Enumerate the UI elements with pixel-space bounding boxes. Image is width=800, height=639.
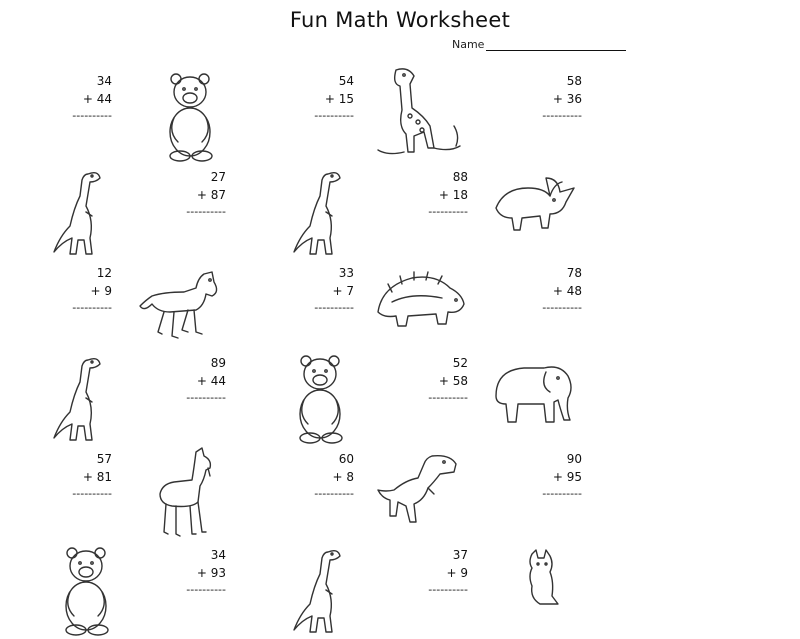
- answer-blank: ----------: [72, 109, 112, 122]
- addend-bottom: + 58: [438, 374, 468, 388]
- answer-blank: ----------: [72, 487, 112, 500]
- math-problem: [502, 450, 582, 502]
- t-rex-illustration: [374, 450, 464, 530]
- addend-top: 57: [96, 452, 112, 466]
- addend-top: 60: [338, 452, 354, 466]
- addend-bottom: + 81: [82, 470, 112, 484]
- dinosaur-illustration: [290, 544, 350, 639]
- answer-blank: ----------: [186, 205, 226, 218]
- math-problem: [146, 546, 226, 598]
- addend-top: 90: [566, 452, 582, 466]
- answer-blank: ----------: [428, 391, 468, 404]
- giraffe-illustration: [374, 66, 464, 161]
- answer-blank: ----------: [186, 583, 226, 596]
- addend-top: 34: [210, 548, 226, 562]
- math-problem: [146, 354, 226, 406]
- addend-bottom: + 93: [196, 566, 226, 580]
- horse-illustration: [134, 268, 224, 348]
- addend-top: 88: [452, 170, 468, 184]
- answer-blank: ----------: [542, 487, 582, 500]
- math-problem: [146, 168, 226, 220]
- addend-top: 33: [338, 266, 354, 280]
- answer-blank: ----------: [314, 109, 354, 122]
- math-problem: [388, 354, 468, 406]
- dinosaur-illustration: [50, 166, 110, 261]
- answer-blank: ----------: [542, 109, 582, 122]
- answer-blank: ----------: [542, 301, 582, 314]
- addend-bottom: + 8: [332, 470, 354, 484]
- addend-top: 34: [96, 74, 112, 88]
- addend-bottom: + 87: [196, 188, 226, 202]
- addend-top: 12: [96, 266, 112, 280]
- addend-top: 78: [566, 266, 582, 280]
- math-problem: [388, 546, 468, 598]
- answer-blank: ----------: [428, 205, 468, 218]
- addend-bottom: + 44: [82, 92, 112, 106]
- dinosaur-illustration: [290, 166, 350, 261]
- math-problem: [502, 72, 582, 124]
- bear-illustration: [160, 70, 220, 165]
- bear-illustration: [56, 544, 116, 639]
- math-problem: [274, 72, 354, 124]
- math-problem: [32, 72, 112, 124]
- elephant-illustration: [488, 356, 578, 431]
- answer-blank: ----------: [186, 391, 226, 404]
- math-problem: [274, 264, 354, 316]
- addend-top: 27: [210, 170, 226, 184]
- answer-blank: ----------: [428, 583, 468, 596]
- addend-top: 54: [338, 74, 354, 88]
- addend-bottom: + 9: [90, 284, 112, 298]
- math-problem: [32, 264, 112, 316]
- addend-bottom: + 48: [552, 284, 582, 298]
- math-problem: [274, 450, 354, 502]
- answer-blank: ----------: [72, 301, 112, 314]
- math-problem: [32, 450, 112, 502]
- name-blank-line: [486, 39, 626, 51]
- addend-bottom: + 44: [196, 374, 226, 388]
- dinosaur-illustration: [50, 352, 110, 447]
- addend-bottom: + 36: [552, 92, 582, 106]
- math-problem: [502, 264, 582, 316]
- answer-blank: ----------: [314, 301, 354, 314]
- goat-illustration: [152, 446, 222, 541]
- triceratops-illustration: [488, 170, 578, 240]
- addend-bottom: + 95: [552, 470, 582, 484]
- kangaroo-illustration: [510, 548, 570, 608]
- name-label: Name: [452, 38, 485, 51]
- addend-bottom: + 7: [332, 284, 354, 298]
- addend-bottom: + 18: [438, 188, 468, 202]
- addend-top: 89: [210, 356, 226, 370]
- ankylosaurus-illustration: [372, 262, 472, 332]
- answer-blank: ----------: [314, 487, 354, 500]
- addend-top: 58: [566, 74, 582, 88]
- addend-top: 37: [452, 548, 468, 562]
- worksheet-title: Fun Math Worksheet: [289, 8, 511, 32]
- addend-bottom: + 9: [446, 566, 468, 580]
- math-problem: [388, 168, 468, 220]
- name-field: [452, 38, 626, 51]
- addend-bottom: + 15: [324, 92, 354, 106]
- bear-illustration: [290, 352, 350, 447]
- addend-top: 52: [452, 356, 468, 370]
